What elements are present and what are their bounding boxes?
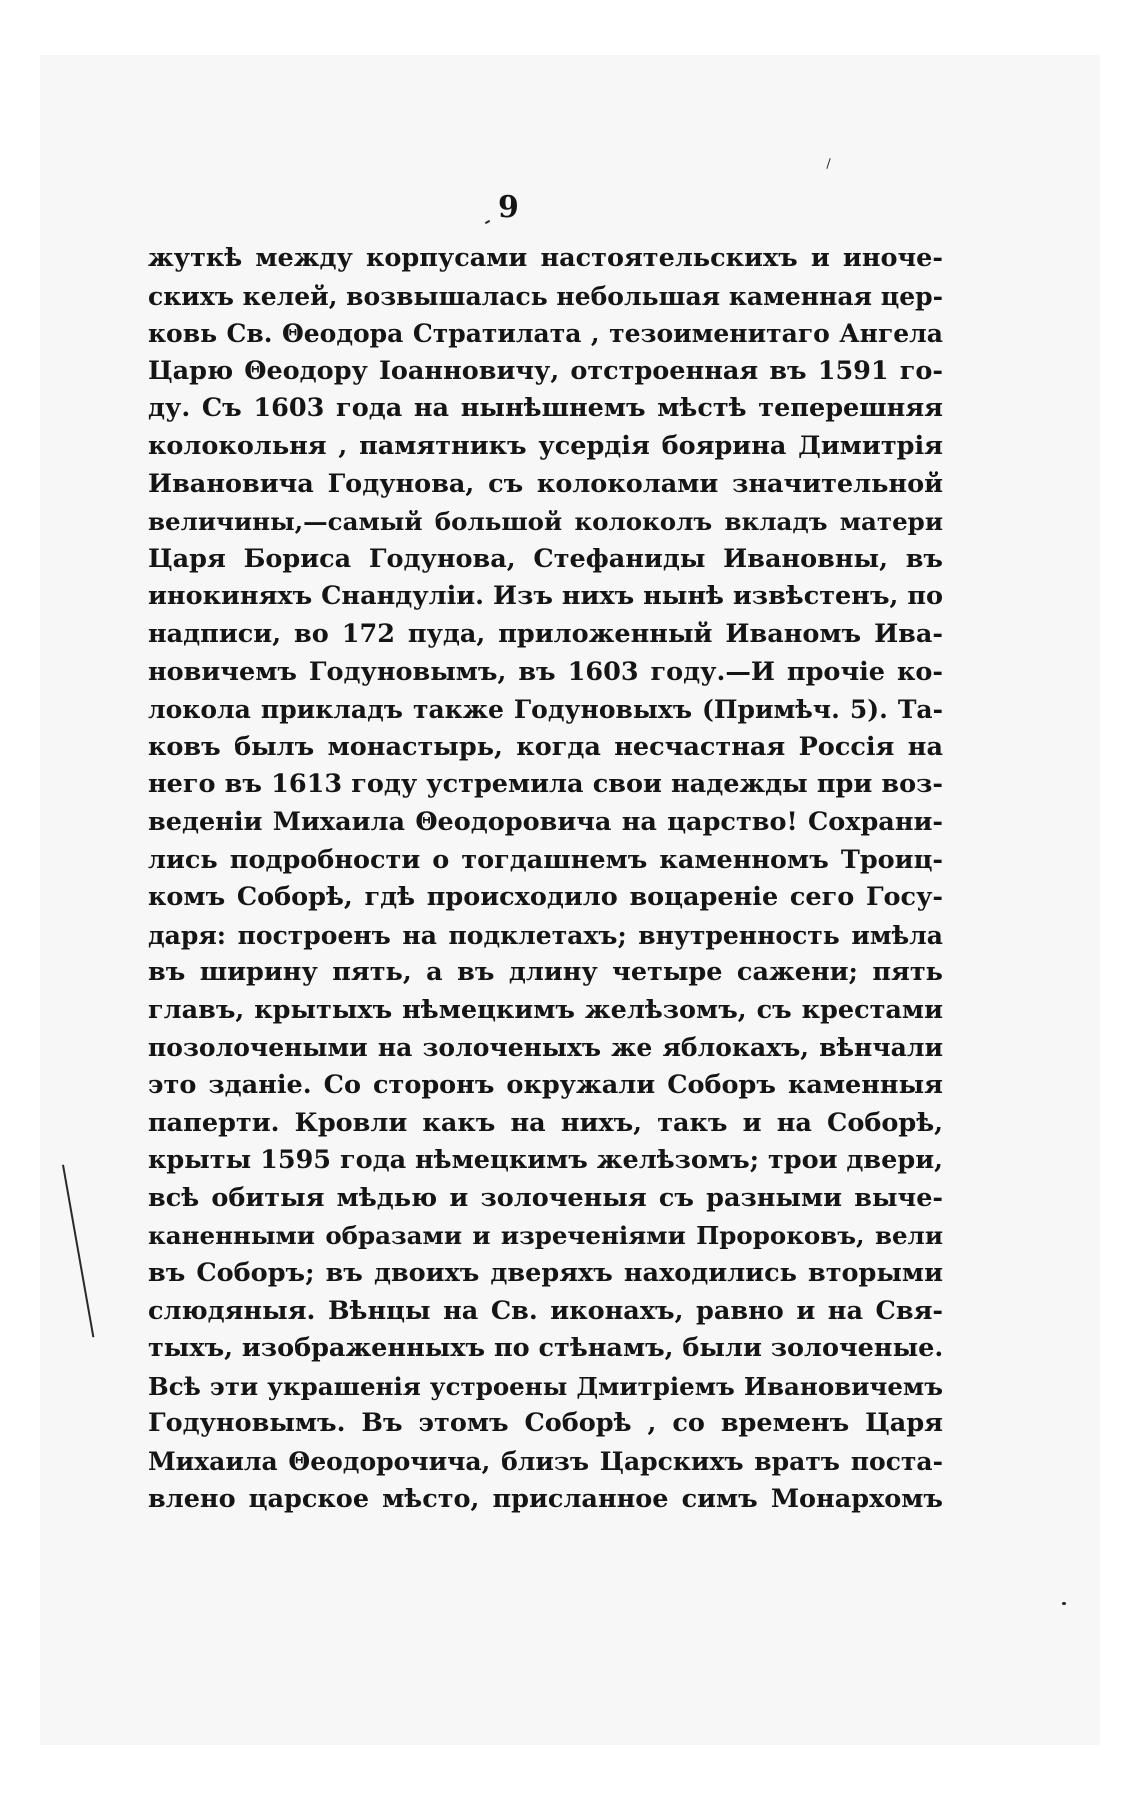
text-line: тыхъ, изображенныхъ по стѣнамъ, были золоченые. bbox=[148, 1333, 944, 1364]
text-line: Михаила Θеодорочича, близъ Царскихъ вратъ поста- bbox=[148, 1447, 943, 1476]
text-line: него въ 1613 году устремила свои надежды при воз- bbox=[148, 769, 943, 800]
text-line: ду. Съ 1603 года на нынѣшнемъ мѣстѣ теперешняя bbox=[148, 393, 943, 424]
text-line: Годуновымъ. Въ этомъ Соборѣ , со временъ Царя bbox=[148, 1408, 943, 1439]
text-line: Ивановича Годунова, съ колоколами значительной bbox=[148, 468, 943, 499]
text-line: Царю Θеодору Іоанновичу, отстроенная въ 1591 го- bbox=[148, 355, 943, 386]
text-line: каненными образами и изреченіями Пророковъ, вели bbox=[148, 1221, 943, 1251]
text-line: ковъ былъ монастырь, когда несчастная Россія на bbox=[148, 731, 943, 762]
page-number: 9 bbox=[498, 190, 519, 225]
text-line: паперти. Кровли какъ на нихъ, такъ и на Соборѣ, bbox=[148, 1107, 943, 1138]
text-line: влено царское мѣсто, присланное симъ Монархомъ bbox=[148, 1483, 943, 1514]
text-line: инокиняхъ Снандуліи. Изъ нихъ нынѣ извѣстенъ, по bbox=[148, 581, 943, 612]
text-line: комъ Соборѣ, гдѣ происходило воцареніе сего Госу- bbox=[148, 882, 943, 913]
text-line: это зданіе. Со сторонъ окружали Соборъ каменныя bbox=[148, 1070, 943, 1101]
text-line: Всѣ эти украшенія устроены Дмитріемъ Ивановичемъ bbox=[148, 1371, 943, 1401]
text-line: въ ширину пять, а въ длину четыре сажени; пять bbox=[148, 957, 943, 988]
text-line: локола прикладъ также Годуновыхъ (Примѣч. 5). Та- bbox=[148, 695, 943, 725]
scan-speck bbox=[1062, 1602, 1066, 1605]
text-line: веденіи Михаила Θеодоровича на царство! Сохрани- bbox=[148, 806, 943, 837]
text-line: скихъ келей, возвышалась небольшая каменная цер- bbox=[148, 281, 943, 311]
text-line: всѣ обитыя мѣдью и золоченыя съ разными выче- bbox=[148, 1182, 943, 1213]
text-line: жуткѣ между корпусами настоятельскихъ и иноче- bbox=[148, 243, 943, 273]
text-line: въ Соборъ; въ двоихъ дверяхъ находились вторыми bbox=[148, 1258, 943, 1289]
text-line: слюдяныя. Вѣнцы на Св. иконахъ, равно и на Свя- bbox=[148, 1295, 943, 1326]
text-line: надписи, во 172 пуда, приложенный Иваномъ Ива- bbox=[148, 618, 943, 649]
text-line: ковь Св. Θеодора Стратилата , тезоименитаго Ангела bbox=[148, 319, 943, 349]
text-line: колокольня , памятникъ усердія боярина Димитрія bbox=[148, 430, 943, 461]
text-line: позолочеными на золоченыхъ же яблокахъ, вѣнчали bbox=[148, 1033, 943, 1063]
text-line: величины,—самый большой колоколъ вкладъ матери bbox=[148, 507, 943, 537]
text-line: главъ, крытыхъ нѣмецкимъ желѣзомъ, съ крестами bbox=[148, 994, 943, 1025]
text-line: крыты 1595 года нѣмецкимъ желѣзомъ; трои двери, bbox=[148, 1145, 943, 1176]
text-line: Царя Бориса Годунова, Стефаниды Ивановны, въ bbox=[148, 543, 943, 574]
text-line: даря: построенъ на подклетахъ; внутренность имѣла bbox=[148, 920, 943, 950]
text-line: новичемъ Годуновымъ, въ 1603 году.—И прочіе ко- bbox=[148, 656, 943, 687]
body-text bbox=[148, 240, 943, 1518]
text-line: лись подробности о тогдашнемъ каменномъ Троиц- bbox=[148, 844, 943, 875]
